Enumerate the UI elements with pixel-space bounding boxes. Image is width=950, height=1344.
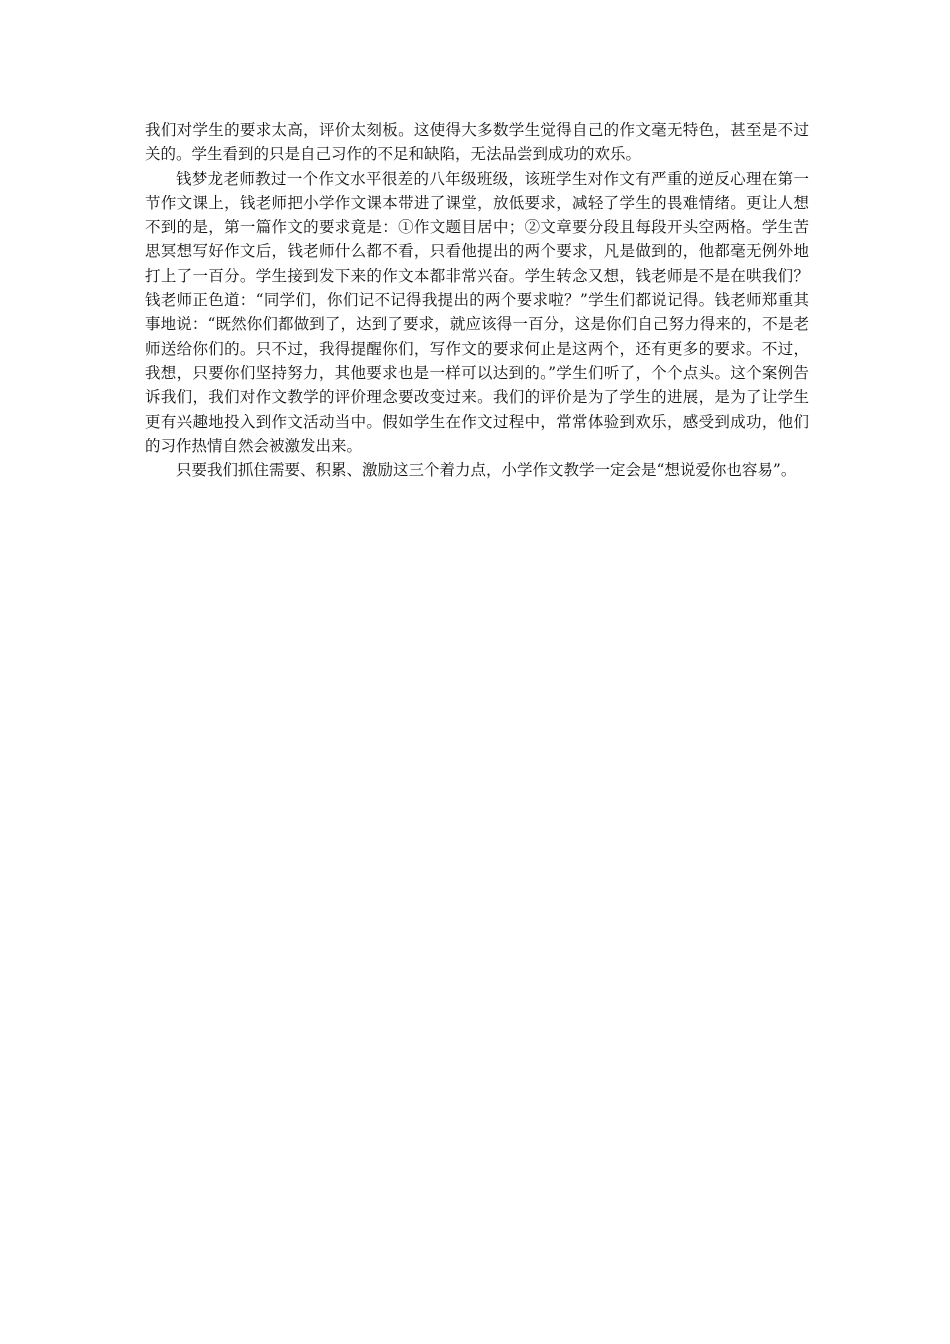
paragraph-2: 钱梦龙老师教过一个作文水平很差的八年级班级，该班学生对作文有严重的逆反心理在第一节作文课上，钱老师把小学作文课本带进了课堂，放低要求，减轻了学生的畏难情绪。更让人想不到的是，第一篇作文的要求竟是：①作文题目居中；②文章要分段且每段开头空两格。学生苦思冥想写好作文后，钱老师什么都不看，只看他提出的两个要求，凡是做到的，他都毫无例外地打上了一百分。学生接到发下来的作文本都非常兴奋。学生转念又想，钱老师是不是在哄我们？钱老师正色道：“同学们，你们记不记得我提出的两个要求啦？”学生们都说记得。钱老师郑重其事地说：“既然你们都做到了，达到了要求，就应该得一百分，这是你们自己努力得来的，不是老师送给你们的。只不过，我得提醒你们，写作文的要求何止是这两个，还有更多的要求。不过，我想，只要你们坚持努力，其他要求也是一样可以达到的。”学生们听了，个个点头。这个案例告诉我们，我们对作文教学的评价理念要改变过来。我们的评价是为了学生的进展，是为了让学生更有兴趣地投入到作文活动当中。假如学生在作文过程中，常常体验到欢乐，感受到成功，他们的习作热情自然会被激发出来。 (145, 169, 809, 455)
paragraph-1: 我们对学生的要求太高，评价太刻板。这使得大多数学生觉得自己的作文毫无特色，甚至是不过关的。学生看到的只是自己习作的不足和缺陷，无法品尝到成功的欢乐。 (145, 121, 809, 164)
document-body (145, 118, 809, 482)
paragraph-3: 只要我们抓住需要、积累、激励这三个着力点，小学作文教学一定会是“想说爱你也容易”。 (176, 461, 797, 480)
